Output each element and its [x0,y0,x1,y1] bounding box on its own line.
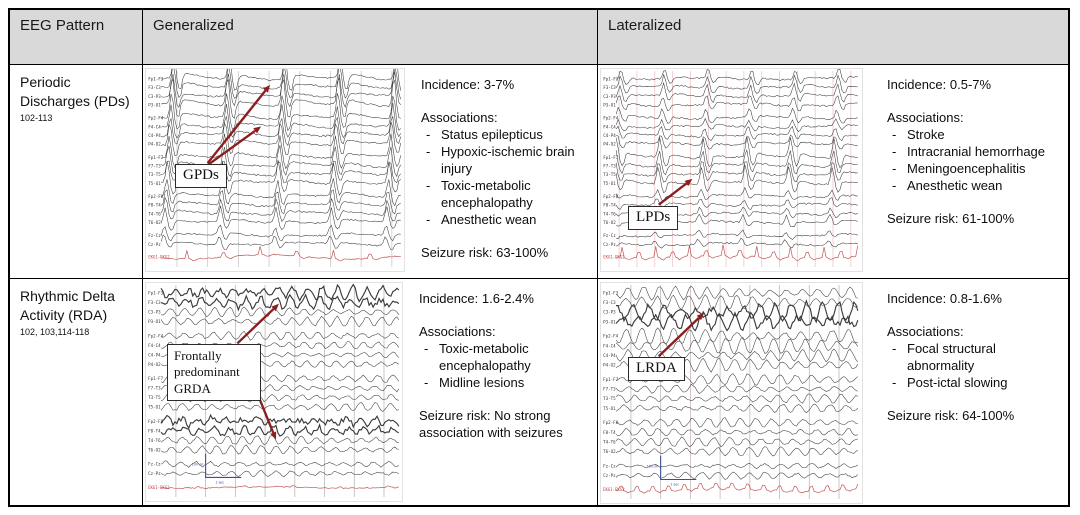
svg-text:F4-C4: F4-C4 [148,124,161,130]
svg-text:Cz-Pz: Cz-Pz [603,473,616,479]
svg-text:C3-P3: C3-P3 [148,93,161,99]
svg-text:100 uV: 100 uV [646,464,659,469]
cell-pds-lateralized [598,65,1068,279]
svg-text:Fp1-F3: Fp1-F3 [603,76,619,82]
svg-text:Fz-Cz: Fz-Cz [603,233,616,239]
association-item: - Post-ictal slowing [892,375,1008,390]
svg-text:F3-C3: F3-C3 [148,85,161,91]
svg-text:Fp2-F4: Fp2-F4 [148,333,164,339]
header-generalized: Generalized [143,10,598,65]
svg-text:Fp2-F8: Fp2-F8 [603,420,619,426]
pattern-refs: 102-113 [20,112,53,123]
svg-text:T5-O1: T5-O1 [148,180,161,186]
incidence-text: Incidence: 3-7% [421,77,515,92]
association-item: - Anesthetic wean [892,178,1003,193]
svg-text:Fp2-F8: Fp2-F8 [148,418,164,424]
stats-rda-lateralized [863,279,1068,424]
svg-text:T5-O1: T5-O1 [603,405,616,411]
stats-rda-generalized [403,279,597,441]
svg-text:Fp1-F7: Fp1-F7 [603,376,619,382]
svg-text:Fp2-F4: Fp2-F4 [148,115,164,121]
svg-text:Cz-Pz: Cz-Pz [148,471,161,477]
svg-text:F4-C4: F4-C4 [603,124,616,130]
cell-pds-generalized [143,65,598,279]
svg-text:C4-P4: C4-P4 [148,352,161,358]
stats-pds-generalized [405,65,597,261]
association-item: - Toxic-metabolic encephalopathy [424,341,531,373]
incidence-text: Incidence: 0.5-7% [887,77,992,92]
cell-rda-lateralized [598,279,1068,505]
svg-text:T5-O1: T5-O1 [603,180,616,186]
svg-text:C3-P3: C3-P3 [603,93,616,99]
svg-text:T4-T6: T4-T6 [148,437,161,443]
svg-text:C3-P3: C3-P3 [148,309,161,315]
svg-text:P4-O2: P4-O2 [148,361,161,367]
association-item: - Status epilepticus [426,127,543,142]
svg-text:C3-P3: C3-P3 [603,309,616,315]
svg-text:EKG1-EKG2: EKG1-EKG2 [148,254,170,260]
eeg-image-grda-wrap [145,282,403,502]
stats-pds-lateralized [863,65,1047,227]
svg-text:F3-C3: F3-C3 [603,85,616,91]
svg-text:T6-O2: T6-O2 [603,449,616,455]
svg-text:T6-O2: T6-O2 [148,447,161,453]
association-item: - Toxic-metabolic encephalopathy [426,178,533,210]
svg-text:F4-C4: F4-C4 [603,343,616,349]
eeg-image-lpds [600,68,863,272]
svg-text:T3-T5: T3-T5 [148,395,161,401]
association-item: - Focal structural abnormality [892,341,996,373]
svg-text:C4-P4: C4-P4 [603,133,616,139]
svg-text:T5-O1: T5-O1 [148,404,161,410]
svg-text:T3-T5: T3-T5 [603,172,616,178]
svg-text:Fp2-F4: Fp2-F4 [603,115,619,121]
row-label-periodic-discharges [10,65,143,279]
svg-text:T4-T6: T4-T6 [148,211,161,217]
eeg-image-lrda-wrap [600,282,863,504]
svg-text:Fp2-F4: Fp2-F4 [603,333,619,339]
eeg-image-lrda [600,282,863,504]
svg-text:EKG1-EKG2: EKG1-EKG2 [148,484,170,490]
svg-text:F7-T3: F7-T3 [148,385,161,391]
svg-text:P4-O2: P4-O2 [148,141,161,147]
svg-text:100 uV: 100 uV [191,462,204,467]
svg-text:P3-O1: P3-O1 [603,102,616,108]
svg-text:F8-T4: F8-T4 [603,202,616,208]
eeg-image-lpds-wrap [600,68,863,272]
svg-text:1 sec: 1 sec [215,480,225,485]
svg-text:F7-T3: F7-T3 [148,163,161,169]
svg-text:Fz-Cz: Fz-Cz [148,461,161,467]
svg-text:Fp1-F7: Fp1-F7 [148,376,164,382]
incidence-text: Incidence: 0.8-1.6% [887,291,1002,306]
association-item: - Intracranial hemorrhage [892,144,1046,159]
header-lateralized: Lateralized [598,10,1068,65]
svg-text:F4-C4: F4-C4 [148,342,161,348]
svg-text:T4-T6: T4-T6 [603,211,616,217]
annotation-lrda: LRDA [628,357,685,381]
eeg-image-gpds-wrap [145,68,405,272]
seizure-risk-text: Seizure risk: 64-100% [887,408,1015,423]
svg-text:F3-C3: F3-C3 [148,300,161,306]
association-item: - Stroke [892,127,945,142]
annotation-grda: Frontally predominant GRDA [167,344,261,401]
svg-text:Fp2-F8: Fp2-F8 [603,193,619,199]
svg-text:P3-O1: P3-O1 [148,102,161,108]
svg-text:P4-O2: P4-O2 [603,141,616,147]
svg-text:F7-T3: F7-T3 [603,163,616,169]
associations-title: Associations: [887,110,964,125]
associations-title: Associations: [887,324,964,339]
association-item: - Anesthetic wean [426,212,537,227]
svg-text:Fp1-F7: Fp1-F7 [603,154,619,160]
svg-text:Cz-Pz: Cz-Pz [603,241,616,247]
svg-text:T4-T6: T4-T6 [603,439,616,445]
svg-text:C4-P4: C4-P4 [603,352,616,358]
eeg-pattern-table [8,8,1070,507]
pattern-name: Rhythmic Delta Activity (RDA) [20,288,115,324]
svg-text:Fp1-F3: Fp1-F3 [148,290,164,296]
header-eeg-pattern: EEG Pattern [10,10,143,65]
svg-text:Fp2-F8: Fp2-F8 [148,193,164,199]
svg-text:EKG1-EKG2: EKG1-EKG2 [603,254,625,260]
svg-text:P3-O1: P3-O1 [148,319,161,325]
svg-text:F8-T4: F8-T4 [603,429,616,435]
associations-title: Associations: [419,324,496,339]
svg-text:Fz-Cz: Fz-Cz [603,463,616,469]
annotation-lpds: LPDs [628,206,678,230]
associations-title: Associations: [421,110,498,125]
seizure-risk-text: Seizure risk: No strong association with seizures [419,408,563,440]
svg-text:F8-T4: F8-T4 [148,428,161,434]
svg-text:Fp1-F7: Fp1-F7 [148,154,164,160]
association-item: - Midline lesions [424,375,525,390]
svg-text:F3-C3: F3-C3 [603,300,616,306]
svg-text:T6-O2: T6-O2 [603,220,616,226]
svg-text:1 sec: 1 sec [670,482,680,487]
svg-text:Fp1-F3: Fp1-F3 [148,76,164,82]
incidence-text: Incidence: 1.6-2.4% [419,291,534,306]
svg-text:Fz-Cz: Fz-Cz [148,233,161,239]
association-item: - Hypoxic-ischemic brain injury [426,144,575,176]
svg-text:F8-T4: F8-T4 [148,202,161,208]
svg-text:T6-O2: T6-O2 [148,220,161,226]
svg-text:T3-T5: T3-T5 [148,172,161,178]
seizure-risk-text: Seizure risk: 63-100% [421,245,549,260]
svg-text:P3-O1: P3-O1 [603,319,616,325]
svg-text:P4-O2: P4-O2 [603,362,616,368]
svg-text:EKG1-EKG2: EKG1-EKG2 [603,487,625,493]
svg-text:F7-T3: F7-T3 [603,386,616,392]
svg-text:C4-P4: C4-P4 [148,133,161,139]
association-item: - Meningoencephalitis [892,161,1026,176]
svg-text:Cz-Pz: Cz-Pz [148,241,161,247]
annotation-gpds: GPDs [175,164,227,188]
seizure-risk-text: Seizure risk: 61-100% [887,211,1015,226]
svg-text:Fp1-F3: Fp1-F3 [603,290,619,296]
row-label-rhythmic-delta-activity [10,279,143,505]
svg-text:T3-T5: T3-T5 [603,396,616,402]
pattern-refs: 102, 103,114-118 [20,326,90,337]
cell-rda-generalized [143,279,598,505]
pattern-name: Periodic Discharges (PDs) [20,74,130,110]
